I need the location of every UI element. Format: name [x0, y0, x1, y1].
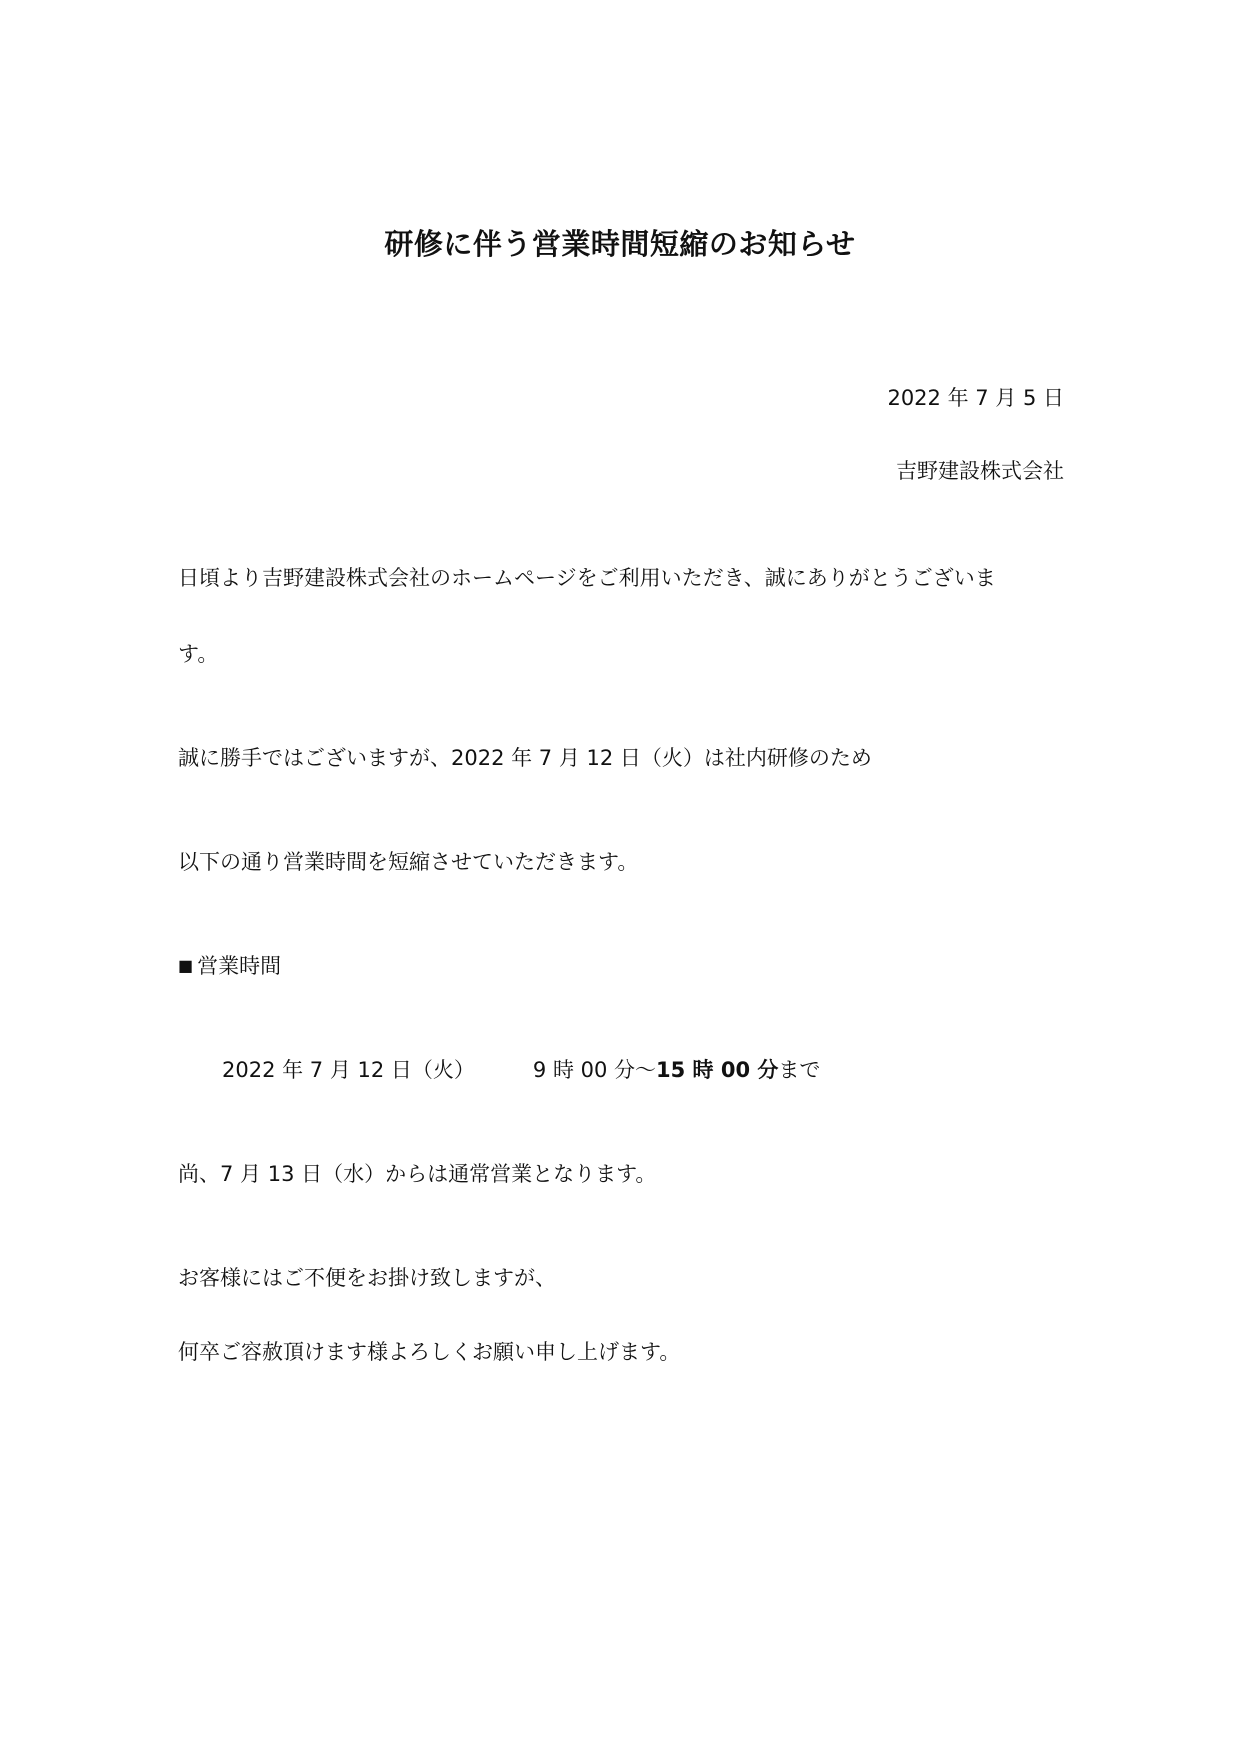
schedule-end: 15 時 00 分: [656, 1058, 779, 1082]
section-heading: [178, 950, 281, 980]
schedule-suffix: まで: [778, 1058, 821, 1082]
schedule-date: 2022 年 7 月 12 日（火）: [222, 1058, 475, 1082]
apology-line-2: 何卒ご容赦頂けます様よろしくお願い申し上げます。: [178, 1340, 681, 1364]
company-name: 吉野建設株式会社: [896, 459, 1064, 483]
issue-date: 2022 年 7 月 5 日: [887, 386, 1064, 410]
schedule-start: 9 時 00 分～: [532, 1058, 657, 1082]
notice-line-1: 誠に勝手ではございますが、2022 年 7 月 12 日（火）は社内研修のため: [178, 746, 872, 770]
greeting-line-1: 日頃より吉野建設株式会社のホームページをご利用いただき、誠にありがとうございま: [178, 566, 996, 590]
greeting-line-2: す。: [178, 642, 219, 666]
black-square-icon: ■: [178, 956, 194, 975]
section-heading-label: 営業時間: [197, 954, 282, 978]
apology-line-1: お客様にはご不便をお掛け致しますが、: [178, 1266, 556, 1290]
document-title: 研修に伴う営業時間短縮のお知らせ: [384, 227, 856, 261]
resume-notice: 尚、7 月 13 日（水）からは通常営業となります。: [178, 1162, 657, 1186]
schedule-line: [222, 1054, 820, 1084]
notice-line-2: 以下の通り営業時間を短縮させていただきます。: [178, 850, 639, 874]
